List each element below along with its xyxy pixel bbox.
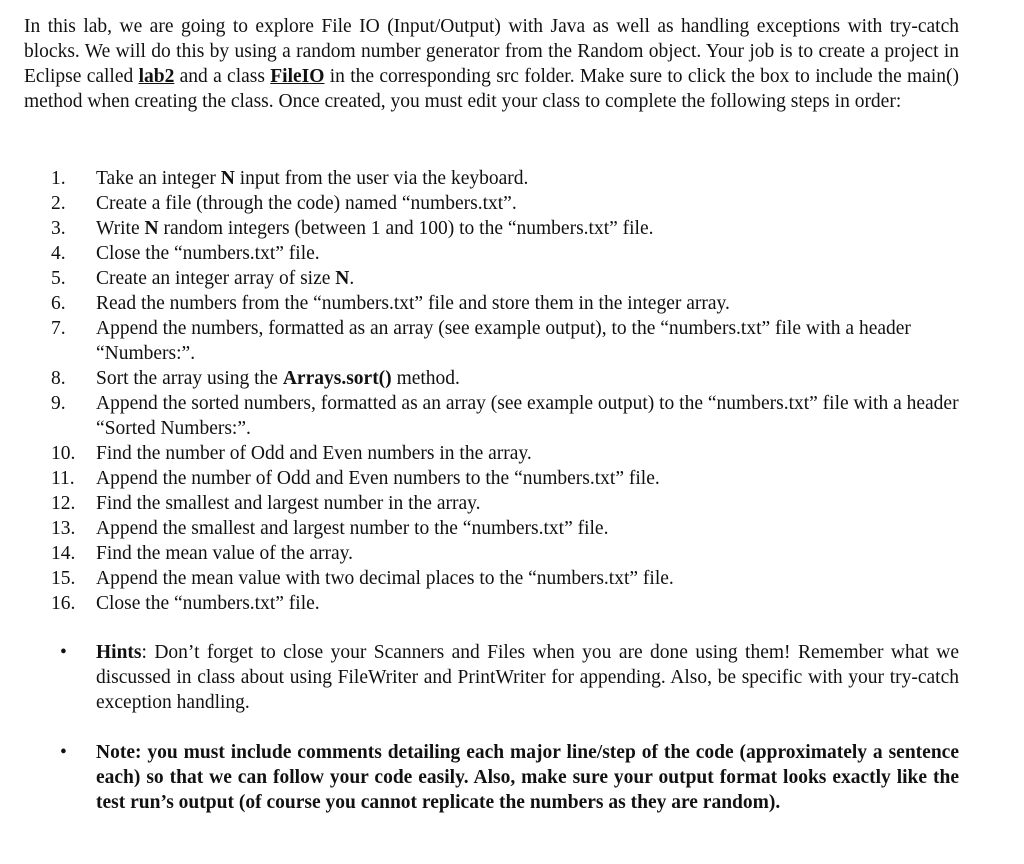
step-text: Append the numbers, formatted as an array (see example output), to the “numbers.txt” file with a header “Numbers:”. bbox=[96, 318, 911, 364]
intro-text-2: and a class bbox=[174, 66, 271, 87]
step-number: 7. bbox=[51, 318, 66, 339]
step-bold: N bbox=[335, 268, 350, 289]
class-name: FileIO bbox=[270, 66, 325, 87]
step-item bbox=[24, 266, 959, 291]
step-text: Find the mean value of the array. bbox=[96, 543, 354, 564]
step-item bbox=[24, 241, 959, 266]
step-item bbox=[24, 516, 959, 541]
step-text: Append the mean value with two decimal places to the “numbers.txt” file. bbox=[96, 568, 674, 589]
step-text: Create a file (through the code) named “numbers.txt”. bbox=[96, 193, 517, 214]
step-number: 9. bbox=[51, 393, 66, 414]
intro-text-1: In this lab, we are going to explore File IO (Input/Output) with Java as well as handling exceptions with try-catch blocks. We will do this by using a random number generator from the Random object. Your job is to create a project in Eclipse called bbox=[24, 16, 959, 87]
step-number: 11. bbox=[51, 468, 75, 489]
step-text: Append the number of Odd and Even numbers to the “numbers.txt” file. bbox=[96, 468, 660, 489]
step-number: 13. bbox=[51, 518, 76, 539]
step-item bbox=[24, 216, 959, 241]
hints-label: Hints bbox=[96, 642, 142, 663]
hints-item bbox=[24, 640, 959, 715]
step-text: input from the user via the keyboard. bbox=[234, 168, 529, 189]
step-bold: Arrays.sort() bbox=[282, 368, 392, 389]
step-number: 5. bbox=[51, 268, 66, 289]
step-bold: N bbox=[220, 168, 235, 189]
bullet-icon: • bbox=[60, 642, 67, 663]
step-number: 3. bbox=[51, 218, 66, 239]
step-text: Find the number of Odd and Even numbers in the array. bbox=[96, 443, 532, 464]
step-text: Write bbox=[96, 218, 145, 239]
step-number: 4. bbox=[51, 243, 66, 264]
step-item bbox=[24, 466, 959, 491]
step-text: Take an integer bbox=[96, 168, 221, 189]
step-text: Create an integer array of size bbox=[96, 268, 336, 289]
step-text: Sort the array using the bbox=[96, 368, 283, 389]
intro-text-3: in the corresponding src folder. Make sure to click the box to include the main() method when creating the class. Once created, you must edit your class to complete the following steps in order: bbox=[24, 66, 960, 112]
step-item bbox=[24, 491, 959, 516]
step-item bbox=[24, 191, 959, 216]
step-item bbox=[24, 441, 959, 466]
step-item bbox=[24, 391, 959, 441]
step-number: 10. bbox=[51, 443, 76, 464]
step-number: 1. bbox=[51, 168, 66, 189]
step-text: . bbox=[349, 268, 355, 289]
document-page bbox=[24, 14, 960, 813]
note-item bbox=[24, 740, 959, 815]
step-text: method. bbox=[391, 368, 460, 389]
step-item bbox=[24, 541, 959, 566]
step-item bbox=[24, 366, 959, 391]
project-name: lab2 bbox=[138, 66, 175, 87]
step-text: Close the “numbers.txt” file. bbox=[96, 593, 320, 614]
bullet-icon: • bbox=[60, 742, 67, 763]
step-text: Append the smallest and largest number to the “numbers.txt” file. bbox=[96, 518, 609, 539]
step-text: Close the “numbers.txt” file. bbox=[96, 243, 320, 264]
intro-paragraph bbox=[24, 14, 959, 114]
step-number: 16. bbox=[51, 593, 76, 614]
steps-list bbox=[24, 166, 959, 616]
step-number: 14. bbox=[51, 543, 76, 564]
step-number: 12. bbox=[51, 493, 76, 514]
step-text: Append the sorted numbers, formatted as an array (see example output) to the “numbers.txt” file with a header “Sorted Numbers:”. bbox=[96, 393, 959, 439]
step-text: Find the smallest and largest number in the array. bbox=[96, 493, 481, 514]
step-text: random integers (between 1 and 100) to the “numbers.txt” file. bbox=[158, 218, 654, 239]
note-text: Note: you must include comments detailing each major line/step of the code (approximately a sentence each) so that we can follow your code easily. Also, make sure your output format looks exactly like the test run’s output (of course you cannot replicate the numbers as they are random). bbox=[96, 742, 959, 813]
step-item bbox=[24, 591, 959, 616]
step-item bbox=[24, 566, 959, 591]
step-bold: N bbox=[144, 218, 159, 239]
step-item bbox=[24, 291, 959, 316]
notes-list bbox=[24, 640, 959, 815]
step-item bbox=[24, 166, 959, 191]
step-number: 6. bbox=[51, 293, 66, 314]
hints-text: : Don’t forget to close your Scanners and Files when you are done using them! Remember what we discussed in class about using FileWriter and PrintWriter for appending. Also, be specific with your try-catch exception handling. bbox=[96, 642, 959, 713]
step-text: Read the numbers from the “numbers.txt” file and store them in the integer array. bbox=[96, 293, 730, 314]
step-number: 2. bbox=[51, 193, 66, 214]
step-number: 8. bbox=[51, 368, 66, 389]
step-number: 15. bbox=[51, 568, 76, 589]
step-item bbox=[24, 316, 959, 366]
